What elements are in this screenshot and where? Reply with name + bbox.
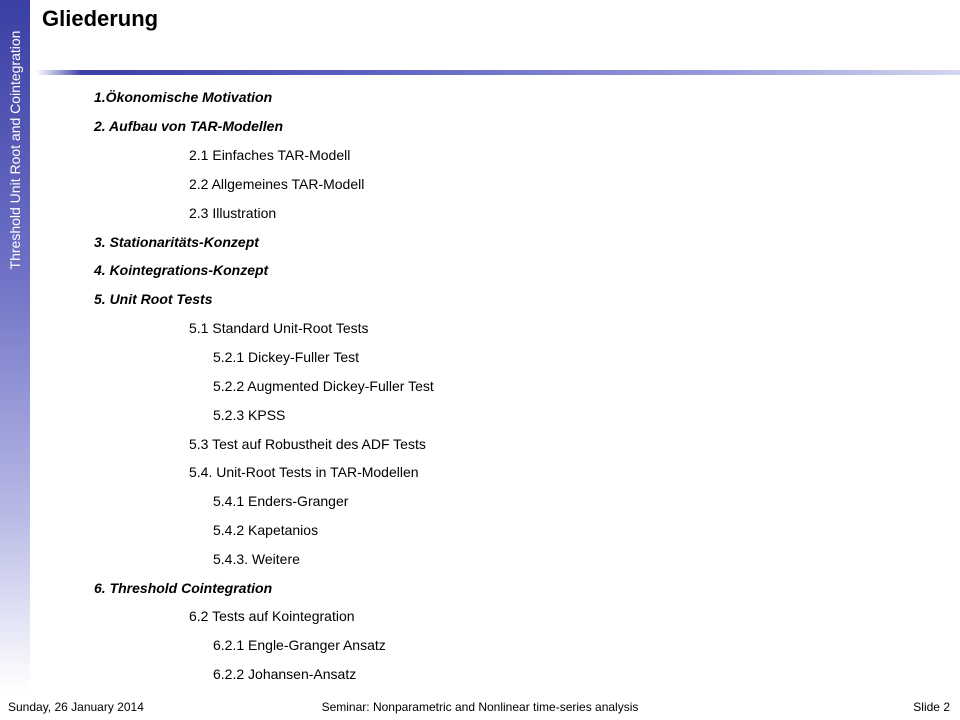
outline-subsubsection: 5.4.2 Kapetanios [213,522,319,538]
footer-slide-number: Slide 2 [913,700,950,714]
outline-subsubsection: 5.4.3. Weitere [213,551,300,567]
slide-title: Gliederung [42,6,159,31]
outline-section: 5. Unit Root Tests [94,291,213,307]
outline-subsubsection: 5.4.1 Enders-Granger [213,493,349,509]
outline-subsection: 2.3 Illustration [189,205,277,221]
outline-section: 6. Threshold Cointegration [94,580,273,596]
outline-subsection: 5.1 Standard Unit-Root Tests [189,320,369,336]
outline-subsection: 5.3 Test auf Robustheit des ADF Tests [189,436,426,452]
outline-subsubsection: 5.2.3 KPSS [213,407,286,423]
outline-subsection: 6.2 Tests auf Kointegration [189,608,355,624]
footer-seminar-title: Seminar: Nonparametric and Nonlinear time-series analysis [321,700,639,714]
outline-section: 2. Aufbau von TAR-Modellen [94,118,283,134]
outline-subsection: 2.2 Allgemeines TAR-Modell [189,176,365,192]
outline-subsection: 5.4. Unit-Root Tests in TAR-Modellen [189,464,419,480]
outline-section: 4. Kointegrations-Konzept [94,262,269,278]
footer-date: Sunday, 26 January 2014 [8,700,144,714]
outline-section: 3. Stationaritäts-Konzept [94,234,259,250]
outline-section: 1.Ökonomische Motivation [94,89,273,105]
outline-subsubsection: 5.2.2 Augmented Dickey-Fuller Test [213,378,434,394]
outline-subsubsection: 5.2.1 Dickey-Fuller Test [213,349,360,365]
outline-subsubsection: 6.2.1 Engle-Granger Ansatz [213,637,386,653]
outline-subsection: 2.1 Einfaches TAR-Modell [189,147,351,163]
outline-subsubsection: 6.2.2 Johansen-Ansatz [213,666,357,682]
sidebar-title: Threshold Unit Root and Cointegration [7,30,23,270]
